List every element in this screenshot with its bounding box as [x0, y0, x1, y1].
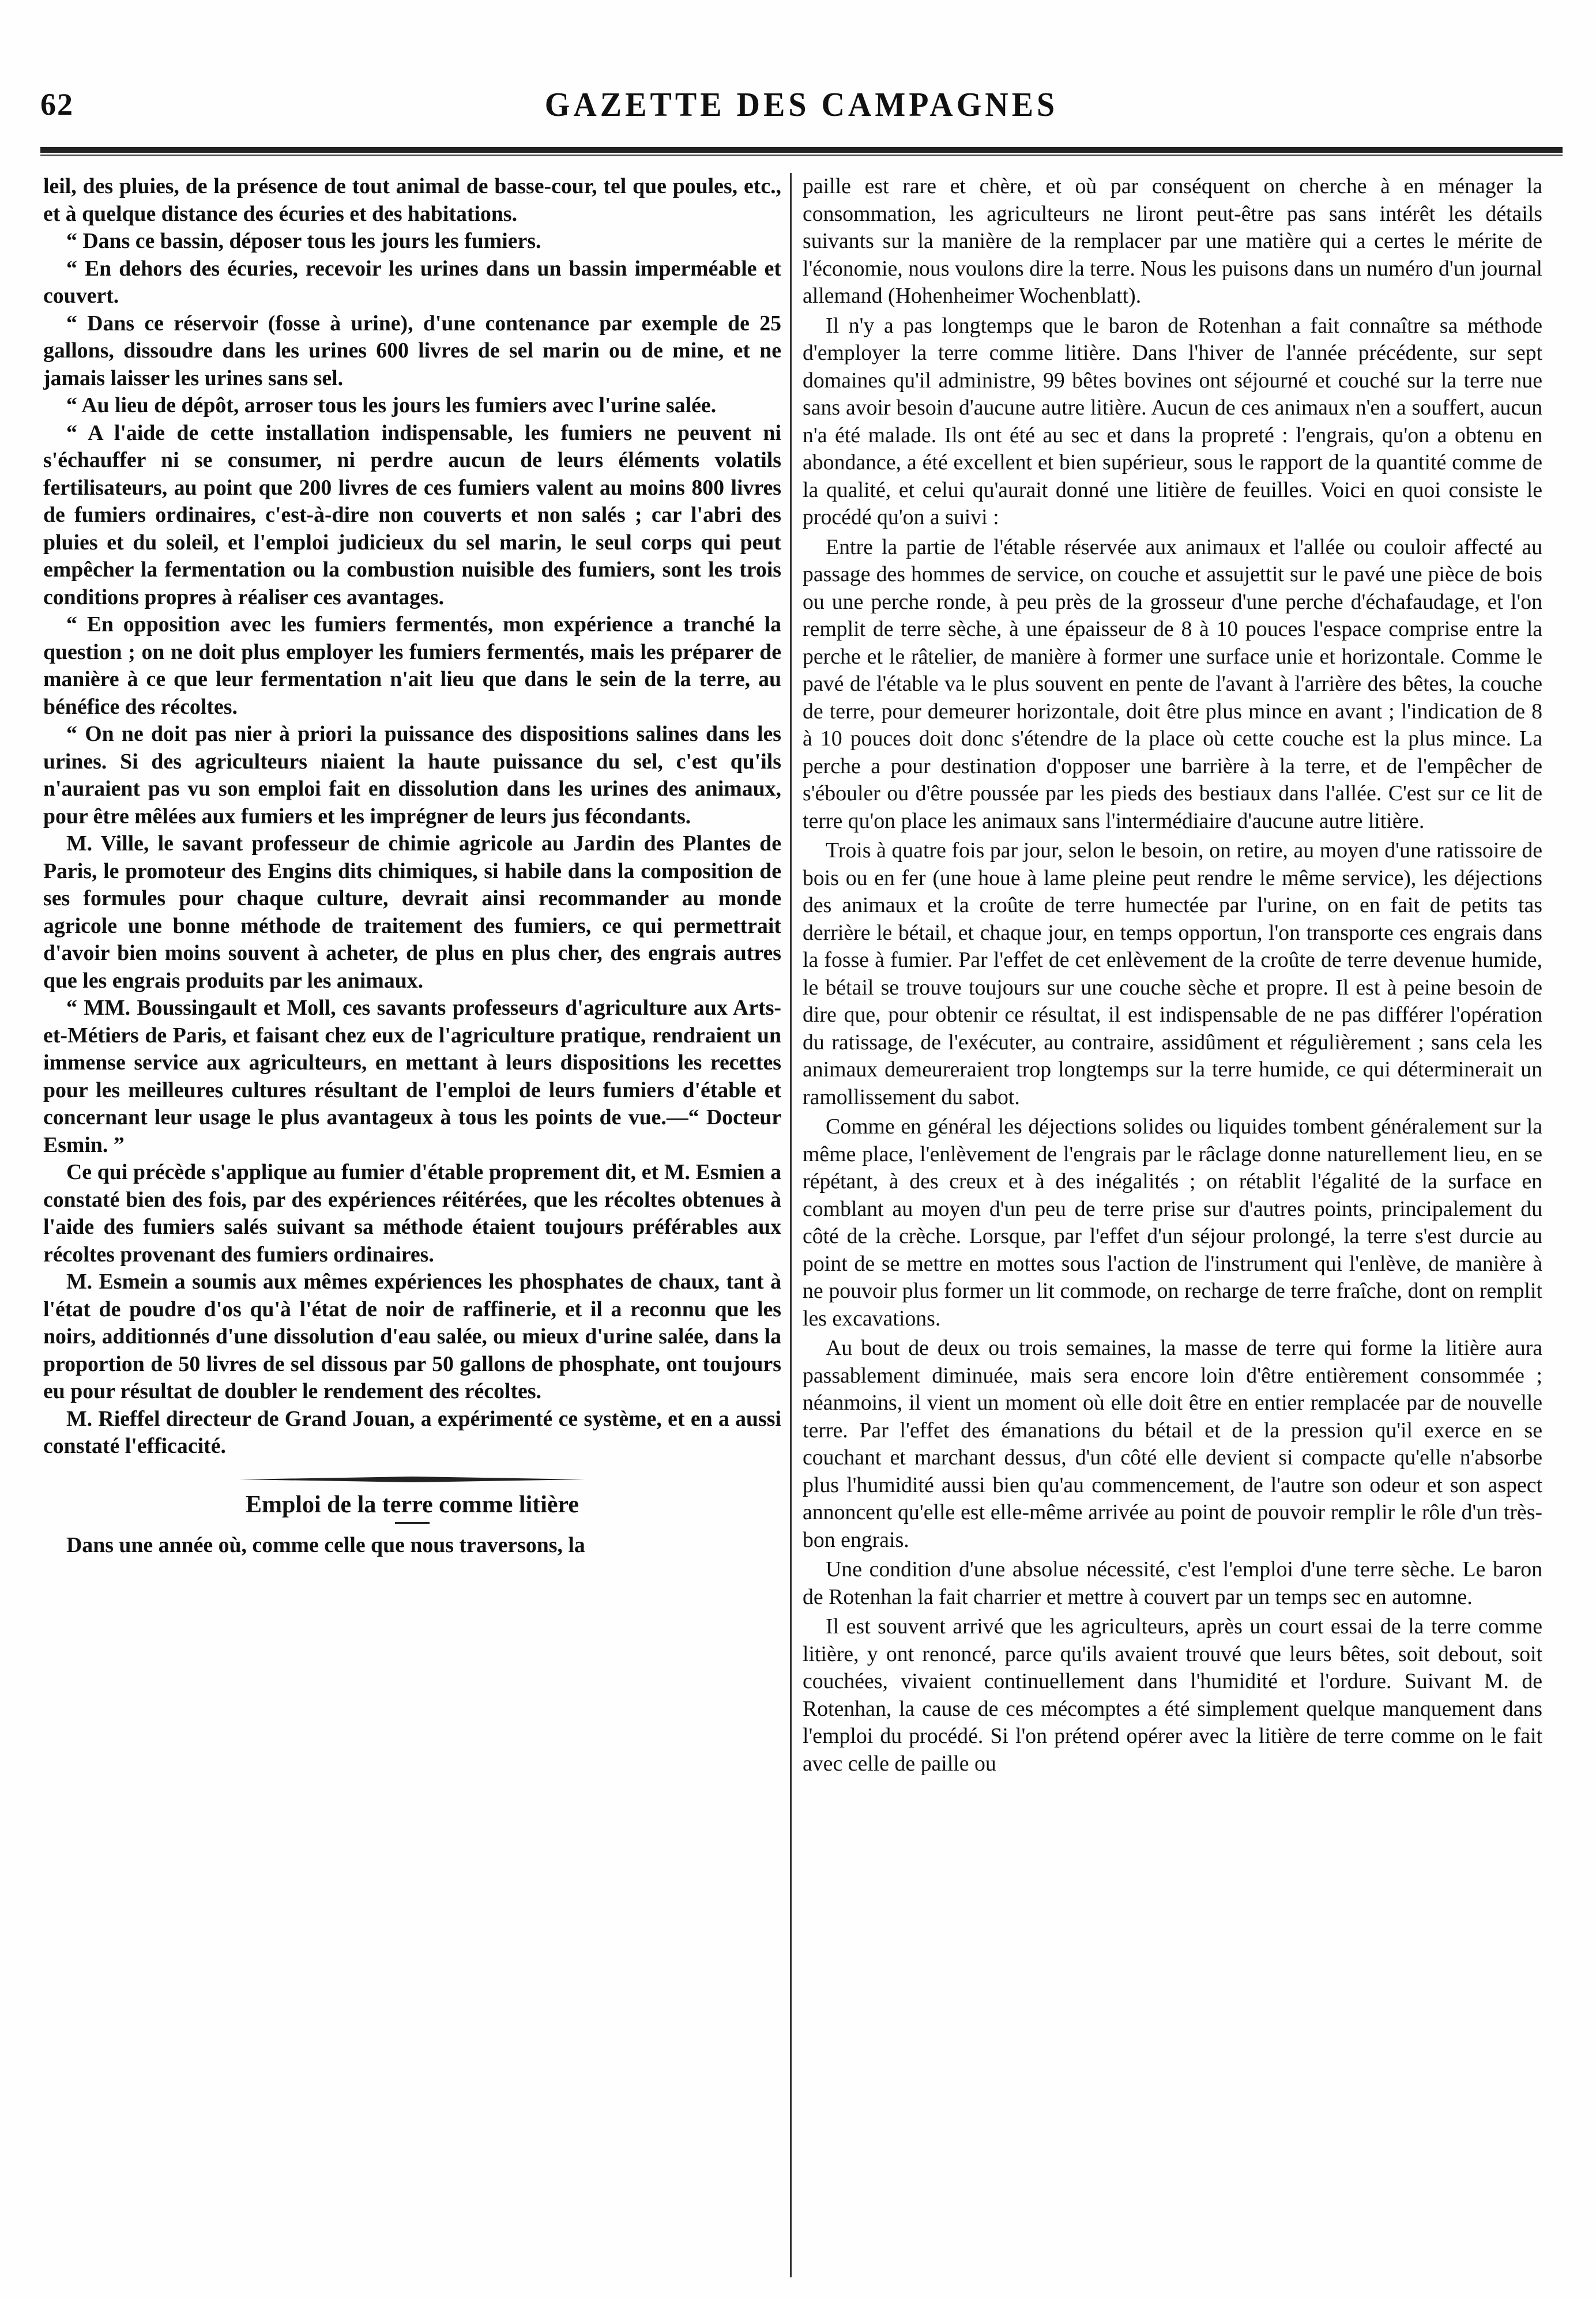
- section-title: Emploi de la terre comme litière: [245, 1491, 579, 1518]
- right-column: [803, 173, 1542, 2283]
- left-paragraph: M. Ville, le savant professeur de chimie agricole au Jardin des Plantes de Paris, le promoteur des Engins dits chimiques, si habile dans la composition de ses formules pour chaque culture, devrait ainsi recommander au monde agricole une bonne méthode de traitement des fumiers, ce qui permettrait d'avoir bien moins souvent à acheter, de plus en plus cher, des engrais autres que les engrais produits par les animaux.: [43, 831, 781, 993]
- header-rule: [40, 147, 1563, 157]
- section-ornament: [239, 1475, 585, 1483]
- right-paragraph: paille est rare et chère, et où par conséquent on cherche à en ménager la consommation, les agriculteurs ne liront peut-être pas sans intérêt les détails suivants sur la manière de la remplacer par une matière qui a certes le mérite de l'économie, nous voulons dire la terre. Nous les puisons dans un numéro d'un journal allemand (Hohenheimer Wochenblatt).: [803, 174, 1542, 308]
- right-paragraph: Il est souvent arrivé que les agriculteurs, après un court essai de la terre comme litière, y ont renoncé, parce qu'ils avaient trouvé que leurs bêtes, soit debout, soit couchées, vivaient continuellement dans l'humidité et l'ordure. Suivant M. de Rotenhan, la cause de ces mécomptes a été simplement quelque manquement dans l'emploi du procédé. Si l'on prétend opérer avec la litière de terre comme on le fait avec celle de paille ou: [803, 1614, 1542, 1776]
- right-paragraph: Comme en général les déjections solides ou liquides tombent généralement sur la même place, l'enlèvement de l'engrais par le râclage donne naturellement lieu, en se répétant, à des creux et à des inégalités ; on rétablit l'égalité de la surface en comblant au moyen d'un peu de terre prise sur d'autres points, principalement du côté de la crèche. Lorsque, par l'effet d'un séjour prolongé, la terre s'est durcie au point de se mettre en mottes sous l'action de l'instrument qui l'enlève, de manière à ne pouvoir plus former un lit commode, on recharge de terre fraîche, dont on remplit les excavations.: [803, 1114, 1542, 1331]
- title-dash: [395, 1522, 430, 1524]
- left-paragraph: “ En opposition avec les fumiers fermentés, mon expérience a tranché la question ; on ne doit plus employer les fumiers fermentés, mais les préparer de manière à ce que leur fermentation n'ait lieu que dans le sein de la terre, au bénéfice des récoltes.: [43, 612, 781, 719]
- left-paragraph: “ On ne doit pas nier à priori la puissance des dispositions salines dans les urines. Si des agriculteurs niaient la haute puissance du sel, c'est qu'ils n'auraient pas vu son emploi fait en dissolution dans les urines des animaux, pour être mêlées aux fumiers et les imprégner de leurs jus fécondants.: [43, 722, 781, 828]
- left-paragraph: “ Au lieu de dépôt, arroser tous les jours les fumiers avec l'urine salée.: [66, 393, 717, 417]
- right-paragraph: Il n'y a pas longtemps que le baron de Rotenhan a fait connaître sa méthode d'employer la terre comme litière. Dans l'hiver de l'année précédente, sur sept domaines qu'il administre, 99 bêtes bovines ont séjourné et couché sur la terre nue sans avoir besoin d'aucune autre litière. Aucun de ces animaux n'en a souffert, aucun n'a été malade. Ils ont été au sec et dans la propreté : l'engrais, qu'on a obtenu en abondance, a été excellent et bien supérieur, sous le rapport de la quantité comme de la qualité, et celui qu'aurait donné une litière de feuilles. Voici en quoi consiste le procédé qu'on a suivi :: [803, 313, 1542, 529]
- right-paragraph: Trois à quatre fois par jour, selon le besoin, on retire, au moyen d'une ratissoire de bois ou en fer (une houe à lame pleine peut rendre le même service), les déjections des animaux et la croûte de terre humectée par l'urine, on en fait de petits tas derrière le bétail, et chaque jour, en temps opportun, l'on transporte ces engrais dans la fosse à fumier. Par l'effet de cet enlèvement de la croûte de terre devenue humide, le bétail se trouve toujours sur une couche sèche et propre. Il est à peine besoin de dire que, pour obtenir ce résultat, il est indispensable de ne pas différer l'opération du ratissage, de l'exécuter, au contraire, assidûment et régulièrement ; sans cela les animaux demeureraient trop longtemps sur la terre humide, ce qui déterminerait un ramollissement du sabot.: [803, 838, 1542, 1109]
- left-column: [43, 173, 781, 2283]
- page-header: [40, 86, 1563, 133]
- right-paragraph: Une condition d'une absolue nécessité, c'est l'emploi d'une terre sèche. Le baron de Rotenhan la fait charrier et mettre à couvert par un temps sec en automne.: [803, 1557, 1542, 1609]
- left-paragraph: “ En dehors des écuries, recevoir les urines dans un bassin imperméable et couvert.: [43, 256, 781, 308]
- left-paragraph: “ A l'aide de cette installation indispensable, les fumiers ne peuvent ni s'échauffer ni se consumer, ni perdre aucun de leurs éléments volatils fertilisateurs, au point que 200 livres de ces fumiers valent au moins 800 livres de fumiers ordinaires, c'est-à-dire non couverts et non salés ; car l'abri des pluies et du soleil, et l'emploi judicieux du sel marin, le seul corps qui peut empêcher la fermentation ou la combustion nuisible des fumiers, sont les trois conditions propres à réaliser ces avantages.: [43, 420, 781, 609]
- page-number: 62: [40, 87, 74, 122]
- right-paragraph: Entre la partie de l'étable réservée aux animaux et l'allée ou couloir affecté au passage des hommes de service, on couche et assujettit sur le pavé une pièce de bois ou une perche ronde, à peu près de la grosseur d'une perche d'échafaudage, et l'on remplit de terre sèche, à une épaisseur de 8 à 10 pouces l'espace comprise entre la perche et le râtelier, de manière à former une surface unie et horizontale. Comme le pavé de l'étable va le plus souvent en pente de l'avant à l'arrière des bêtes, la couche de terre, pour demeurer horizontale, doit être plus mince en avant ; l'indication de 8 à 10 pouces doit donc s'étendre de la place où cette couche est la plus mince. La perche a pour destination d'opposer une barrière à la terre, et de l'empêcher de s'ébouler ou d'être poussée par les pieds des bestiaux dans l'allée. C'est sur ce lit de terre qu'on place les animaux sans l'intermédiaire d'aucune autre litière.: [803, 534, 1542, 833]
- right-paragraph: Au bout de deux ou trois semaines, la masse de terre qui forme la litière aura passablement diminuée, mais sera encore loin d'être entièrement consommée ; néanmoins, il vient un moment où elle doit être en entier remplacée par de nouvelle terre. Par l'effet des émanations du bétail et de la pression qu'il exerce en se couchant et marchant dessus, d'un côté elle devient si compacte qu'elle n'absorbe plus l'humidité aussi bien qu'au commencement, de l'autre son odeur et son aspect annoncent qu'elle est elle-même arrivée au point de pouvoir remplir le rôle d'un très-bon engrais.: [803, 1336, 1542, 1552]
- left-paragraph: “ Dans ce réservoir (fosse à urine), d'une contenance par exemple de 25 gallons, dissoudre dans les urines 600 livres de sel marin ou de mine, et ne jamais laisser les urines sans sel.: [43, 311, 781, 390]
- left-paragraph: “ MM. Boussingault et Moll, ces savants professeurs d'agriculture aux Arts-et-Métiers de Paris, et faisant chez eux de l'agriculture pratique, rendraient un immense service aux agriculteurs, en mettant à leurs dispositions les recettes pour les meilleures cultures résultant de l'emploi de leurs fumiers d'étable et concernant leur usage le plus avantageux à tous les points de vue.—“ Docteur Esmin. ”: [43, 996, 781, 1157]
- left-paragraph: M. Rieffel directeur de Grand Jouan, a expérimenté ce système, et en a aussi constaté l'efficacité.: [43, 1406, 781, 1458]
- left-paragraph: M. Esmein a soumis aux mêmes expériences les phosphates de chaux, tant à l'état de poudre d'os qu'à l'état de noir de raffinerie, et il a reconnu que les noirs, additionnés d'une dissolution d'eau salée, ou mieux d'urine salée, dans la proportion de 50 livres de sel dissous par 50 gallons de phosphate, ont toujours eu pour résultat de doubler le rendement des récoltes.: [43, 1270, 781, 1403]
- section-start-paragraph: Dans une année où, comme celle que nous traversons, la: [66, 1533, 585, 1557]
- masthead-title: GAZETTE DES CAMPAGNES: [544, 86, 1059, 124]
- left-paragraph: Ce qui précède s'applique au fumier d'étable proprement dit, et M. Esmien a constaté bien des fois, par des expériences réitérées, que les récoltes obtenues à l'aide des fumiers salés suivant sa méthode étaient toujours préférables aux récoltes provenant des fumiers ordinaires.: [43, 1160, 781, 1267]
- column-divider: [790, 173, 792, 2277]
- left-paragraph: leil, des pluies, de la présence de tout animal de basse-cour, tel que poules, etc., et à quelque distance des écuries et des habitations.: [43, 174, 781, 226]
- left-paragraph: “ Dans ce bassin, déposer tous les jours les fumiers.: [66, 229, 541, 253]
